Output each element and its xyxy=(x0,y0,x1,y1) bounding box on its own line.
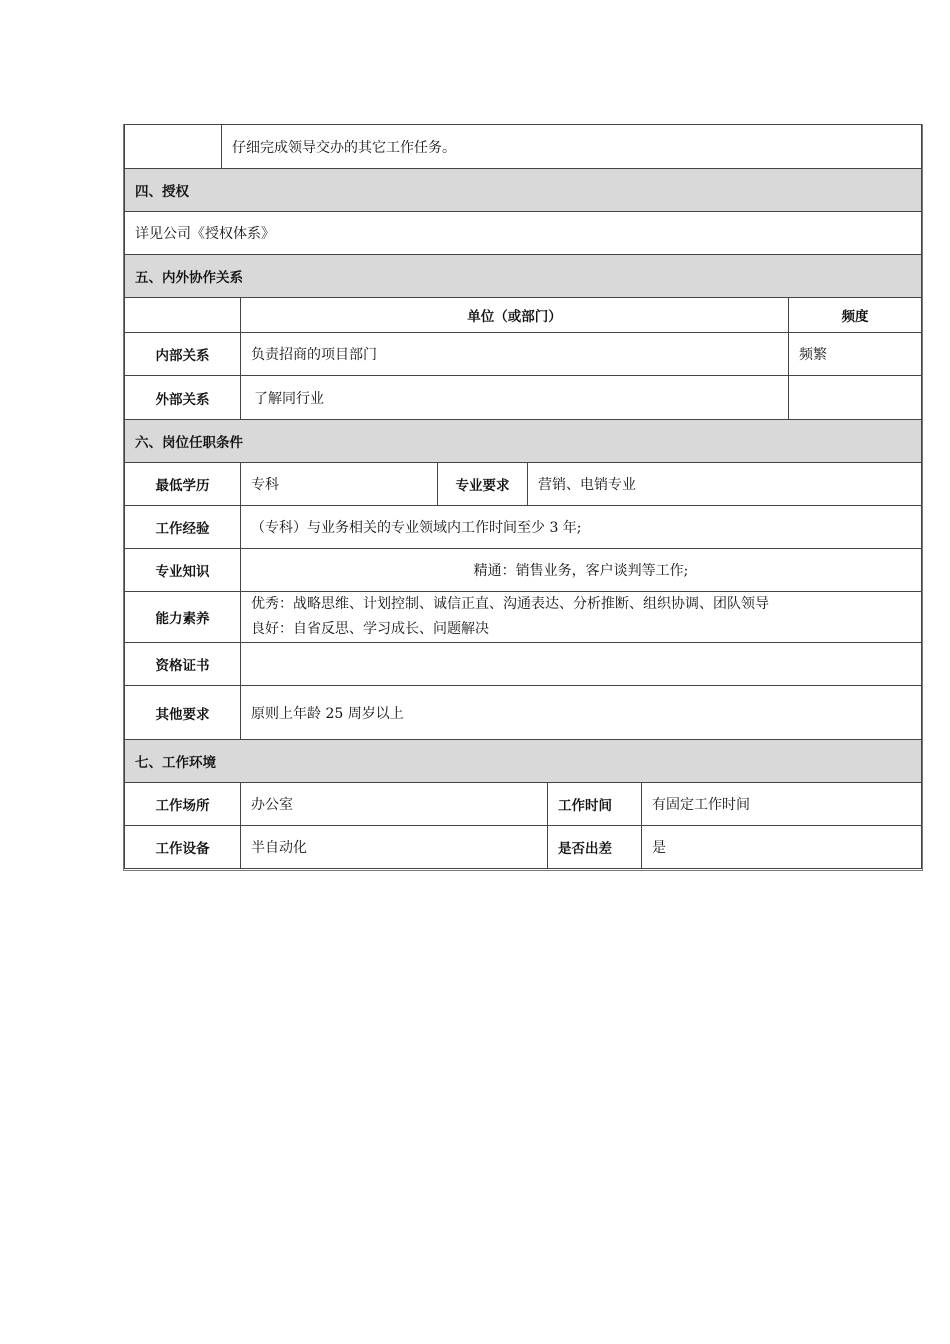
relations-freq: 频繁 xyxy=(788,333,921,375)
relations-freq xyxy=(788,376,921,419)
knowledge-row xyxy=(124,549,922,592)
relations-label: 外部关系 xyxy=(155,391,210,408)
environment-row xyxy=(124,783,922,826)
table-outer-border-right xyxy=(922,124,923,871)
section-requirements-header xyxy=(124,420,922,463)
section-relations-header xyxy=(124,255,922,298)
duty-text: 仔细完成领导交办的其它工作任务。 xyxy=(221,125,921,168)
relations-header-unit: 单位（或部门） xyxy=(240,298,788,332)
table-outer-border-bottom xyxy=(123,870,923,871)
experience-row xyxy=(124,506,922,549)
knowledge-label: 专业知识 xyxy=(155,564,210,580)
travel-value: 是 xyxy=(641,826,921,868)
travel-label: 是否出差 xyxy=(547,826,641,868)
authority-content: 详见公司《授权体系》 xyxy=(135,226,275,242)
education-label: 最低学历 xyxy=(155,478,210,494)
ability-value xyxy=(240,592,921,642)
other-label: 其他要求 xyxy=(155,706,210,723)
time-value: 有固定工作时间 xyxy=(641,783,921,825)
certificate-value xyxy=(240,643,921,685)
environment-row xyxy=(124,826,922,869)
table-outer-border-left xyxy=(123,124,124,871)
relations-header-row xyxy=(124,298,922,333)
relations-header-blank xyxy=(125,298,240,332)
duty-index-cell xyxy=(125,125,221,168)
section-environment-title: 七、工作环境 xyxy=(135,755,216,771)
ability-row xyxy=(124,592,922,643)
time-label: 工作时间 xyxy=(547,783,641,825)
education-value: 专科 xyxy=(240,463,437,505)
other-row xyxy=(124,686,922,740)
ability-line-excellent: 优秀：战略思维、计划控制、诚信正直、沟通表达、分析推断、组织协调、团队领导 xyxy=(251,596,769,612)
experience-label: 工作经验 xyxy=(155,521,210,537)
relations-row xyxy=(124,333,922,376)
relations-header-freq: 频度 xyxy=(788,298,921,332)
relations-row xyxy=(124,376,922,420)
experience-value: （专科）与业务相关的专业领域内工作时间至少 3 年; xyxy=(240,506,921,548)
section-authority-title: 四、授权 xyxy=(135,184,189,200)
knowledge-value: 精通：销售业务，客户谈判等工作; xyxy=(240,549,921,591)
major-value: 营销、电销专业 xyxy=(527,463,921,505)
certificate-row xyxy=(124,643,922,686)
section-requirements-title: 六、岗位任职条件 xyxy=(135,435,243,451)
relations-unit: 了解同行业 xyxy=(240,376,788,419)
certificate-label: 资格证书 xyxy=(155,658,210,674)
job-description-table xyxy=(124,124,922,869)
ability-label: 能力素养 xyxy=(155,611,210,627)
ability-line-good: 良好：自省反思、学习成长、问题解决 xyxy=(251,621,489,637)
section-authority-header xyxy=(124,169,922,212)
section-relations-title: 五、内外协作关系 xyxy=(135,270,243,286)
duty-row xyxy=(124,124,922,169)
relations-label: 内部关系 xyxy=(155,348,210,364)
major-label: 专业要求 xyxy=(437,463,527,505)
authority-row xyxy=(124,212,922,255)
education-row xyxy=(124,463,922,506)
place-value: 办公室 xyxy=(240,783,547,825)
device-label: 工作设备 xyxy=(155,841,210,857)
device-value: 半自动化 xyxy=(240,826,547,868)
other-value: 原则上年龄 25 周岁以上 xyxy=(240,686,921,739)
relations-unit: 负责招商的项目部门 xyxy=(240,333,788,375)
place-label: 工作场所 xyxy=(155,798,210,814)
section-environment-header xyxy=(124,740,922,783)
